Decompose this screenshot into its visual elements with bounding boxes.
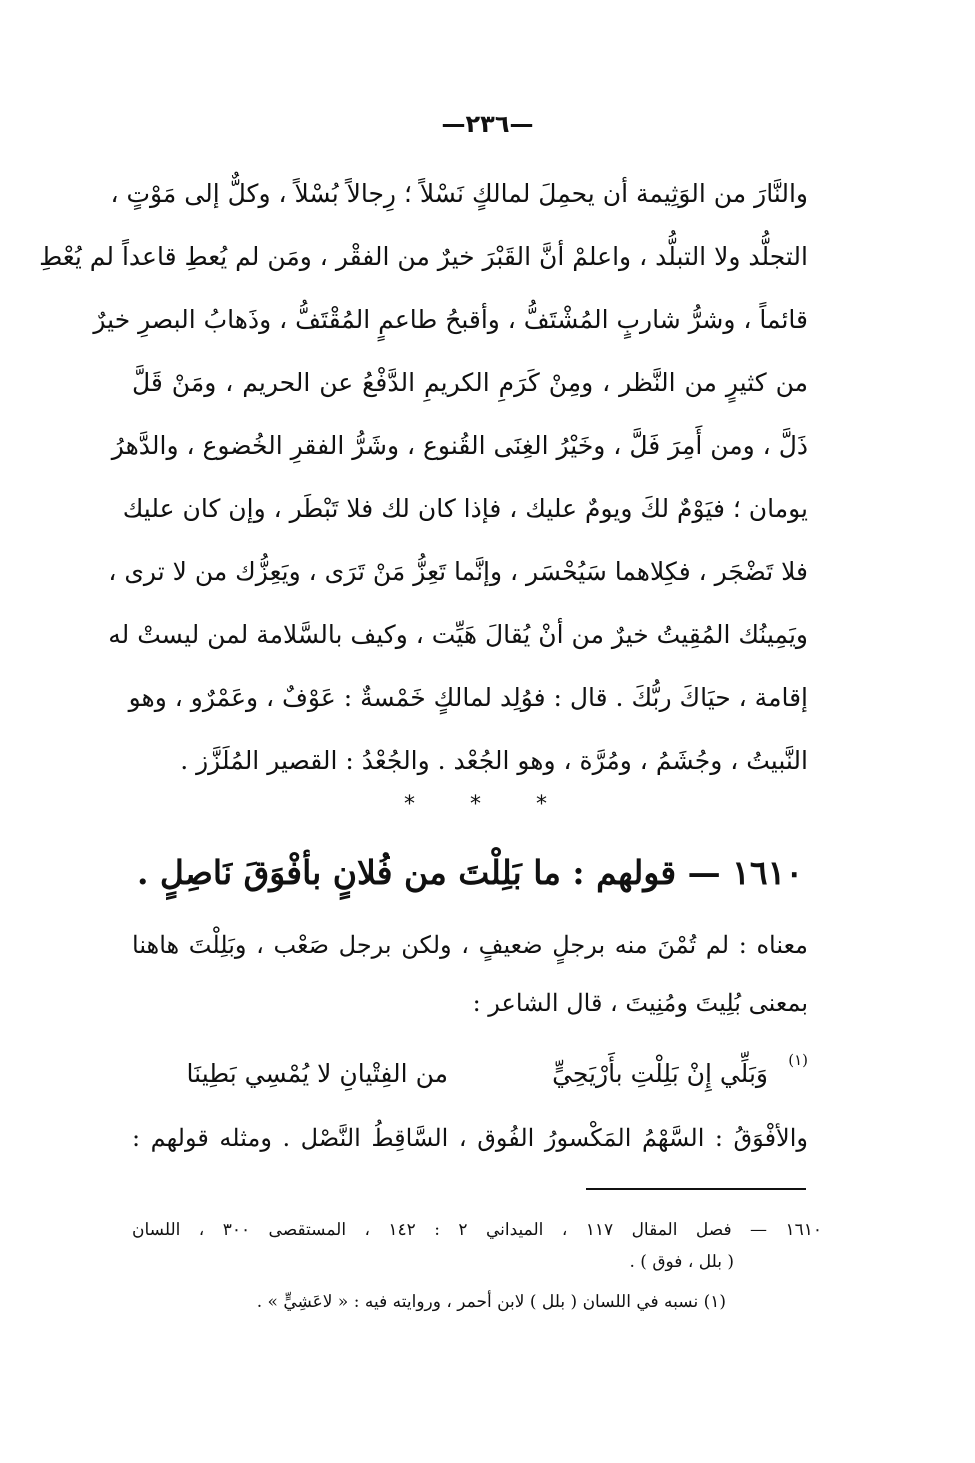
page-number: —٢٣٦— [441,110,534,138]
footnote-reference: (١) [788,1051,808,1069]
text-line: إقامة ، حيَاكَ ربُّكَ . قال : فوُلِد لمالكٍ خَمْسةٌ : عَوْفٌ ، وعَمْرٌو ، وهو [128,683,808,712]
footnote-line: ( بلل ، فوق ) . [629,1252,734,1272]
text-line: والأفْوَقُ : السَّهْمُ المَكْسورُ الفُوق ، السَّاقِطُ النَّصْل . ومثله قولهم : [132,1124,808,1152]
verse-second-hemistich: من الفِتْيانِ لا يُمْسِي بَطِينَا [186,1059,448,1088]
text-line: والنَّارَ من الوَثِيمة أن يحمِلَ لمالكٍ نَسْلاً ؛ رِجالاً بُسْلاً ، وكلٌّ إلى مَوْتٍ ، [110,179,808,208]
verse-first-hemistich: وَبَلِّي إِنْ بَلِلْتِ بأَرْيَحِيٍّ [552,1059,768,1088]
text-line: من كثيرٍ من النَّظر ، ومِنْ كَرَمِ الكريمِ الدَّفْعُ عن الحريم ، ومَنْ قَلَّ [132,368,808,397]
text-line: فلا تَضْجَر ، فكِلاهما سَيُحْسَر ، وإنَّما تَعِزُّ مَنْ تَرَى ، ويَعِزُّك من لا ترى ، [108,557,808,586]
footnote-divider [586,1188,806,1190]
text-line: ذَلَّ ، ومن أَمِرَ فَلَّ ، وخَيْرُ الغِنَى القُنوع ، وشَرُّ الفقرِ الخُضوع ، والدَّهرُ [111,431,808,460]
entry-text-block [132,916,808,1032]
section-separator: * * * [404,792,571,817]
text-line: يومان ؛ فيَوْمٌ لكَ ويومٌ عليك ، فإذا كان لك فلا تَبْطَر ، وإن كان عليك [122,494,808,523]
text-line: التجلُّد ولا التبلُّد ، واعلمْ أنَّ القَبْرَ خيرٌ من الفقْر ، ومَن لم يُعطِ قاعداً لم يُعْطِ [39,242,808,271]
footnote-line: (١) نسبه في اللسان ( بلل ) لابن أحمر ، وروايته فيه : « لاعَشِيٍّ » . [256,1292,726,1312]
entry-heading: ١٦١٠ — قولهم : ما بَلِلْتَ من فُلانٍ بأفْوَقَ نَاصِلٍ . [136,853,804,892]
text-line: النَّبيتُ ، وجُشَمُ ، ومُرَّة ، وهو الجُعْد . والجُعْدُ : القصير المُلَزَّز . [180,746,808,775]
footnotes [132,1214,822,1318]
footnote-line: ١٦١٠ — فصل المقال ١١٧ ، الميداني ٢ : ١٤٢ ، المستقصى ٣٠٠ ، اللسان [132,1220,822,1240]
text-line: قائماً ، وشرُّ شاربٍ المُشْتَفُّ ، وأقبحُ طاعمٍ المُقْتَفُّ ، وذَهابُ البصرِ خيرٌ [93,305,808,334]
text-line: معناه : لم تُمْنَ منه برجلٍ ضعيفٍ ، ولكن برجل صَعْب ، وبَلِلْتَ هاهنا [132,931,808,959]
poetry-verse [132,1044,808,1104]
text-line: ويَمِينُك المُقِيتُ خيرٌ من أنْ يُقالَ هَيِّت ، وكيف بالسَّلامة لمن ليستْ له [108,620,808,649]
main-text-block [39,162,808,792]
text-line: بمعنى بُلِيتَ ومُنِيتَ ، قال الشاعر : [472,989,808,1017]
